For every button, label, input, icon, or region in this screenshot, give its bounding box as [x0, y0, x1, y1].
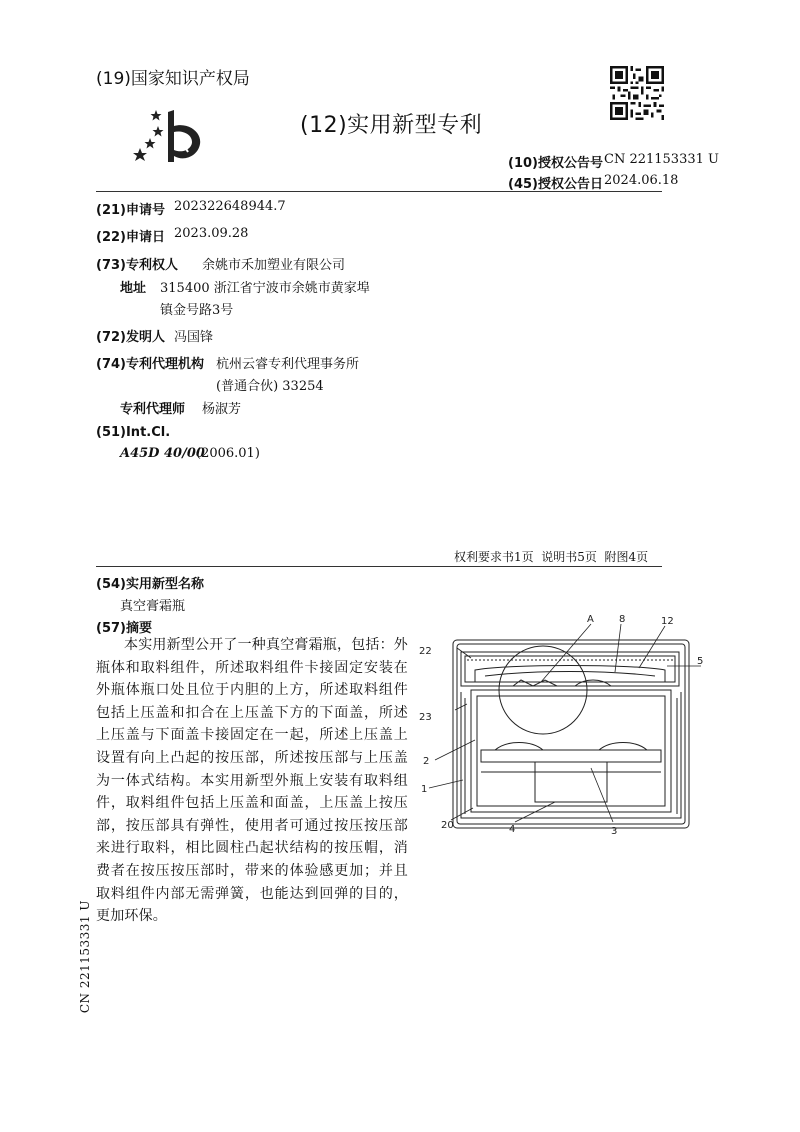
- inventor-label: (72)发明人: [96, 330, 165, 345]
- app-date: 2023.09.28: [174, 226, 249, 241]
- base: [535, 762, 607, 802]
- header-divider: [96, 191, 662, 192]
- app-no-label: (21)申请号: [96, 203, 165, 218]
- agent: 杨淑芳: [202, 402, 242, 417]
- summary-divider: [96, 566, 662, 567]
- office-name: (19)国家知识产权局: [96, 69, 250, 89]
- side-pub-number: CN 221153331 U: [78, 900, 92, 1014]
- inner-container: [471, 690, 671, 812]
- pages-summary: 权利要求书1页 说明书5页 附图4页: [454, 550, 649, 564]
- utility-model-title: 真空膏霜瓶: [120, 599, 186, 614]
- fig-label-12: 12: [661, 616, 674, 627]
- agency-line2: (普通合伙) 33254: [216, 379, 324, 394]
- intcl-version: (2006.01): [196, 446, 260, 461]
- fig-label-22: 22: [419, 646, 432, 657]
- agency-label: (74)专利代理机构: [96, 357, 204, 372]
- logo-star-1: [133, 148, 147, 161]
- patentee: 余姚市禾加塑业有限公司: [202, 258, 346, 273]
- fig-label-3: 3: [611, 826, 618, 837]
- piston: [481, 750, 661, 762]
- pub-no: CN 221153331 U: [604, 152, 719, 167]
- intcl-label: (51)Int.Cl.: [96, 425, 171, 440]
- intcl-code: A45D 40/00: [120, 446, 205, 461]
- app-date-label: (22)申请日: [96, 230, 165, 245]
- fig-label-8: 8: [619, 614, 626, 625]
- doc-type-title: (12)实用新型专利: [300, 113, 483, 138]
- qr-code[interactable]: [610, 66, 664, 120]
- address-line2: 镇金号路3号: [160, 303, 234, 318]
- abstract-body: 本实用新型公开了一种真空膏霜瓶，包括：外瓶体和取料组件，所述取料组件卡接固定安装在外瓶体瓶口处且位于内胆的上方，所述取料组件包括上压盖和扣合在上压盖下方的下面盖，所述上压盖与下面盖卡接固定在一起，所述上压盖上设置有向上凸起的按压部，所述按压部与上压盖为一体式结构。本实用新型外瓶上安装有取料组件，取料组件包括上压盖和面盖，上压盖上按压部，按压部具有弹性，使用者可通过按压按压部来进行取料，相比圆柱凸起状结构的按压帽，消费者在按压按压部时，带来的体验感更加；并且取料组件内部无需弹簧，也能达到回弹的目的，更加环保。: [96, 637, 408, 925]
- app-no: 202322648944.7: [174, 199, 286, 214]
- inventor: 冯国锋: [174, 330, 214, 345]
- abstract-figure: [415, 612, 705, 840]
- fig-label-1: 1: [421, 784, 428, 795]
- upper-cap: [461, 652, 679, 686]
- cnipa-logo: [130, 104, 210, 168]
- fig-label-20: 20: [441, 820, 454, 831]
- fig-label-2: 2: [423, 756, 430, 767]
- address-label: 地址: [120, 281, 147, 296]
- fig-label-23: 23: [419, 712, 432, 723]
- pub-date-label: (45)授权公告日: [508, 177, 603, 192]
- logo-star-4: [151, 110, 162, 121]
- agency-line1: 杭州云睿专利代理事务所: [216, 357, 360, 372]
- fig-label-4: 4: [509, 824, 516, 835]
- address-line1: 315400 浙江省宁波市余姚市黄家埠: [160, 281, 370, 296]
- agent-label: 专利代理师: [120, 402, 186, 417]
- logo-star-2: [145, 138, 156, 149]
- fig-label-a: A: [587, 614, 594, 625]
- title-label: (54)实用新型名称: [96, 577, 204, 592]
- logo-shape: [168, 110, 200, 162]
- logo-star-3: [153, 126, 164, 137]
- pub-no-label: (10)授权公告号: [508, 156, 603, 171]
- fig-label-5: 5: [697, 656, 704, 667]
- patentee-label: (73)专利权人: [96, 258, 178, 273]
- pub-date: 2024.06.18: [604, 173, 679, 188]
- abstract-label: (57)摘要: [96, 621, 152, 636]
